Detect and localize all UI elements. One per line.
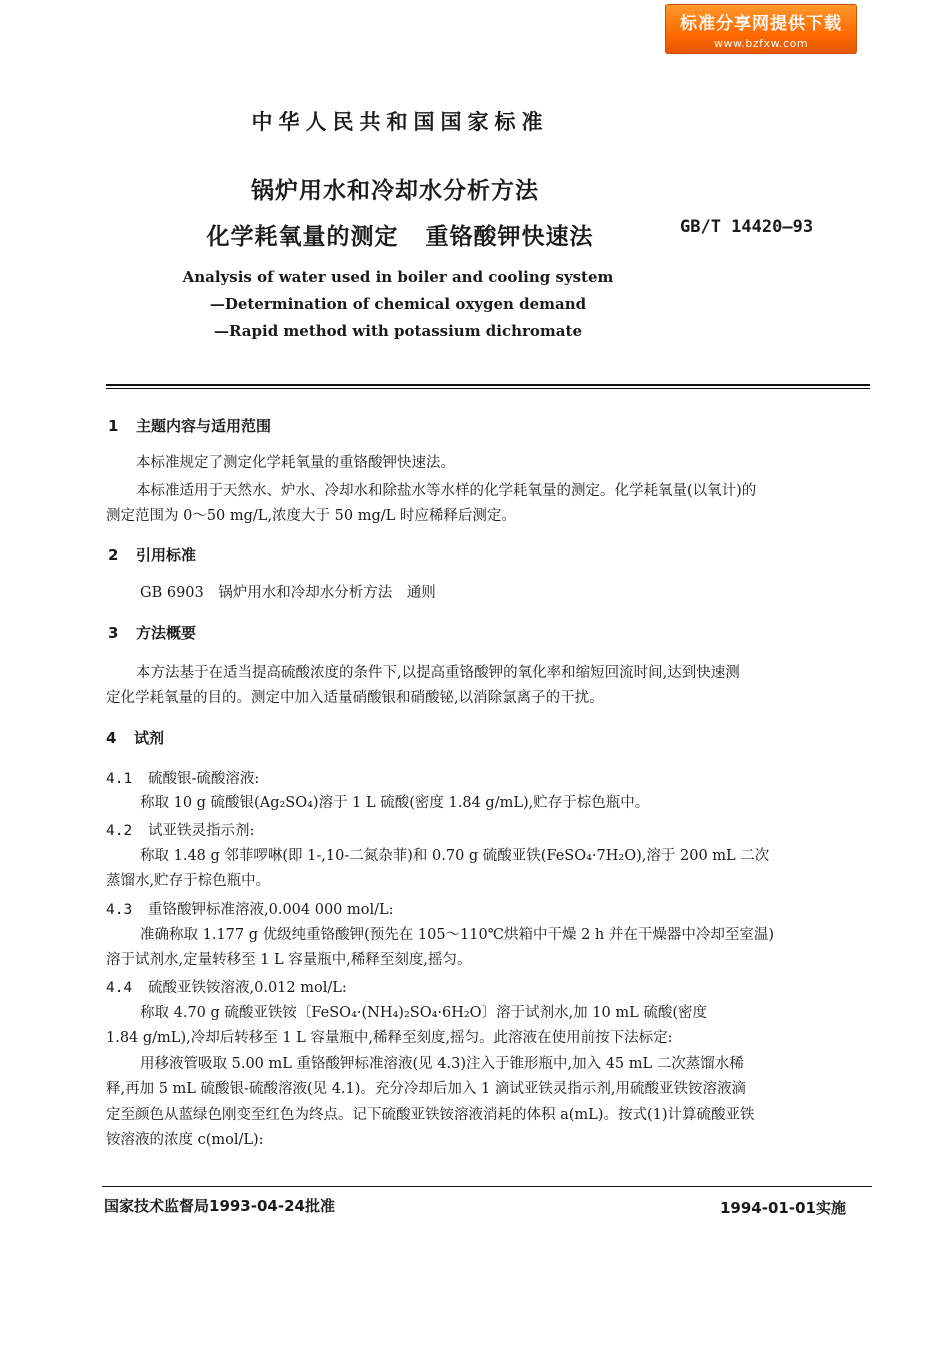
- english-title-line-2: —Determination of chemical oxygen demand: [209, 295, 587, 313]
- item-4-2-text-a: 称取 1.48 g 邻菲啰啉(即 1-,10-二氮杂菲)和 0.70 g 硫酸亚铁(FeSO₄·7H₂O),溶于 200 mL 二次: [140, 848, 770, 864]
- site-logo: [665, 4, 857, 54]
- section-number: 3: [108, 624, 119, 642]
- effective-date: 1994-01-01实施: [720, 1199, 846, 1217]
- item-4-1-text: 称取 10 g 硫酸银(Ag₂SO₄)溶于 1 L 硫酸(密度 1.84 g/mL),贮存于棕色瓶中。: [140, 795, 650, 811]
- title-line-2: 化学耗氧量的测定 重铬酸钾快速法: [206, 224, 594, 250]
- english-title-line-1: Analysis of water used in boiler and cooling system: [182, 268, 614, 286]
- item-4-3-text-b: 溶于试剂水,定量转移至 1 L 容量瓶中,稀释至刻度,摇匀。: [106, 952, 472, 968]
- item-4-4-text-d: 释,再加 5 mL 硫酸银-硫酸溶液(见 4.1)。充分冷却后加入 1 滴试亚铁灵指示剂,用硫酸亚铁铵溶液滴: [106, 1081, 746, 1097]
- section-4-heading: [106, 727, 164, 748]
- section-1-heading: [108, 415, 271, 436]
- item-number: 4.2: [106, 823, 133, 839]
- item-4-3-text-a: 准确称取 1.177 g 优级纯重铬酸钾(预先在 105～110℃烘箱中干燥 2 h 并在干燥器中冷却至室温): [140, 927, 775, 943]
- logo-url: www.bzfxw.com: [713, 37, 809, 50]
- approval-date: 国家技术监督局1993-04-24批准: [104, 1197, 335, 1215]
- item-4-2-text-b: 蒸馏水,贮存于棕色瓶中。: [106, 873, 271, 889]
- item-4-4-text-a: 称取 4.70 g 硫酸亚铁铵〔FeSO₄·(NH₄)₂SO₄·6H₂O〕溶于试剂水,加 10 mL 硫酸(密度: [140, 1005, 707, 1021]
- section-3-heading: [108, 622, 196, 643]
- reference-standard: GB 6903 锅炉用水和冷却水分析方法 通则: [140, 585, 436, 601]
- section-number: 4: [106, 729, 117, 747]
- item-number: 4.3: [106, 902, 133, 918]
- section-title: 方法概要: [136, 624, 197, 642]
- section-1-paragraph-2a: 本标准适用于天然水、炉水、冷却水和除盐水等水样的化学耗氧量的测定。化学耗氧量(以氧计)的: [136, 483, 757, 499]
- header-rule-thick: [106, 384, 870, 386]
- item-title: 硫酸亚铁铵溶液,0.012 mol/L:: [148, 980, 347, 996]
- section-number: 1: [108, 417, 119, 435]
- item-4-4-text-b: 1.84 g/mL),冷却后转移至 1 L 容量瓶中,稀释至刻度,摇匀。此溶液在使用前按下法标定:: [106, 1030, 673, 1046]
- logo-title: 标准分享网提供下载: [680, 14, 842, 34]
- national-standard-heading: 中华人民共和国国家标准: [251, 110, 549, 134]
- item-title: 重铬酸钾标准溶液,0.004 000 mol/L:: [148, 902, 394, 918]
- title-line-1: 锅炉用水和冷却水分析方法: [251, 178, 539, 204]
- item-4-4-text-f: 铵溶液的浓度 c(mol/L):: [106, 1132, 264, 1148]
- section-number: 2: [108, 546, 119, 564]
- item-number: 4.1: [106, 771, 133, 787]
- section-3-paragraph-b: 定化学耗氧量的目的。测定中加入适量硝酸银和硝酸铋,以消除氯离子的干扰。: [106, 690, 604, 706]
- item-number: 4.4: [106, 980, 133, 996]
- item-title: 试亚铁灵指示剂:: [148, 823, 255, 839]
- item-4-3-heading: [106, 898, 394, 919]
- item-title: 硫酸银-硫酸溶液:: [148, 771, 260, 787]
- item-4-2-heading: [106, 819, 254, 840]
- section-title: 试剂: [134, 729, 165, 747]
- standard-code: GB/T 14420—93: [680, 217, 814, 237]
- section-title: 主题内容与适用范围: [136, 417, 272, 435]
- footer-rule: [102, 1186, 872, 1187]
- item-4-4-heading: [106, 976, 347, 997]
- header-rule-thin: [106, 388, 870, 389]
- section-1-paragraph-1: 本标准规定了测定化学耗氧量的重铬酸钾快速法。: [136, 455, 455, 471]
- item-4-4-text-e: 定至颜色从蓝绿色刚变至红色为终点。记下硫酸亚铁铵溶液消耗的体积 a(mL)。按式(1)计算硫酸亚铁: [106, 1107, 755, 1123]
- item-4-1-heading: [106, 767, 259, 788]
- item-4-4-text-c: 用移液管吸取 5.00 mL 重铬酸钾标准溶液(见 4.3)注入于锥形瓶中,加入 45 mL 二次蒸馏水稀: [140, 1056, 744, 1072]
- section-title: 引用标准: [136, 546, 197, 564]
- section-3-paragraph-a: 本方法基于在适当提高硫酸浓度的条件下,以提高重铬酸钾的氧化率和缩短回流时间,达到快速测: [136, 665, 740, 681]
- section-2-heading: [108, 544, 196, 565]
- section-1-paragraph-2b: 测定范围为 0～50 mg/L,浓度大于 50 mg/L 时应稀释后测定。: [106, 508, 516, 524]
- english-title-line-3: —Rapid method with potassium dichromate: [214, 322, 582, 340]
